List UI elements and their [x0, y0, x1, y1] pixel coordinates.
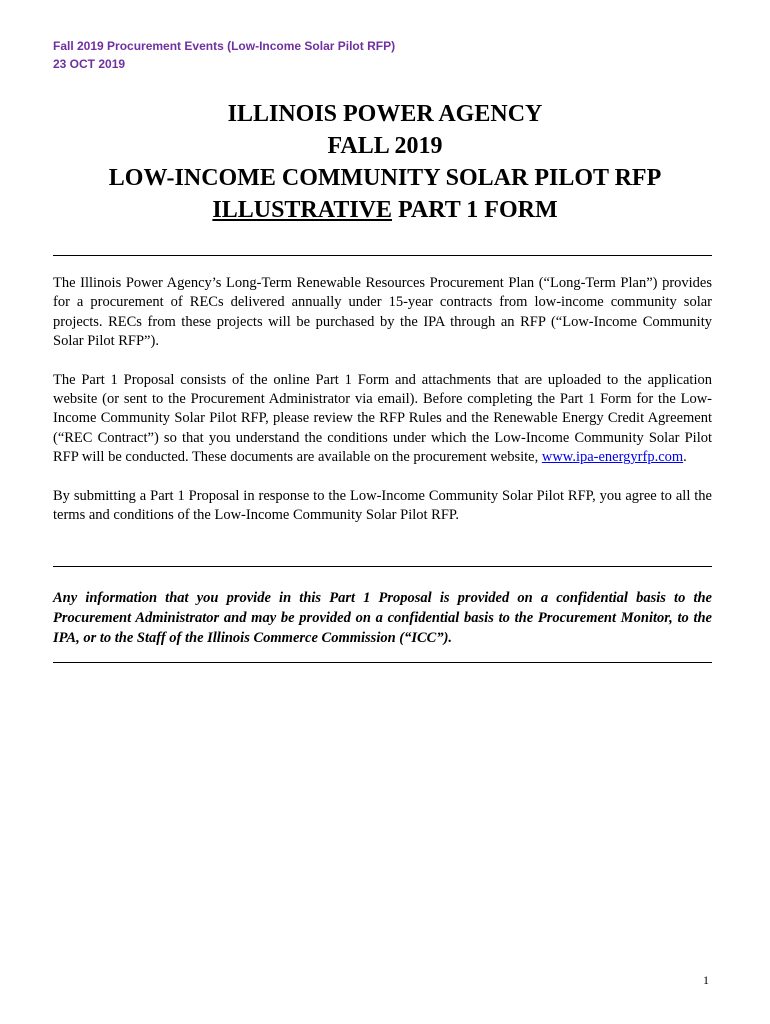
paragraph-2-end: . [683, 449, 687, 466]
paragraph-1: The Illinois Power Agency’s Long-Term Renewable Resources Procurement Plan (“Long-Term Plan”) provides for a procurement of RECs delivered annually under 15-year contracts from low-income community solar projects. RECs from these projects will be purchased by the IPA through an RFP (“Low-Income Community Solar Pilot RFP”). [53, 275, 712, 350]
document-title [0, 98, 770, 226]
divider-top [53, 255, 712, 256]
title-line-3: LOW-INCOME COMMUNITY SOLAR PILOT RFP [108, 165, 662, 191]
divider-middle [53, 566, 712, 567]
page-number: 1 [703, 973, 709, 987]
header-date-line: 23 OCT 2019 [53, 57, 126, 71]
paragraph-2 [53, 371, 712, 468]
paragraph-3: By submitting a Part 1 Proposal in response to the Low-Income Community Solar Pilot RFP, you agree to all the terms and conditions of the Low-Income Community Solar Pilot RFP. [53, 487, 712, 524]
intro-text [53, 274, 712, 544]
document-header [53, 37, 395, 73]
procurement-website-link[interactable]: www.ipa-energyrfp.com [541, 449, 684, 466]
title-line-2: FALL 2019 [327, 133, 443, 159]
title-line-1: ILLINOIS POWER AGENCY [227, 101, 543, 127]
paragraph-2-text: The Part 1 Proposal consists of the online Part 1 Form and attachments that are uploaded to the application website (or sent to the Procurement Administrator via email). Before completing the Part 1 Form for the Low-Income Community Solar Pilot RFP, please review the RFP Rules and the Renewable Energy Credit Agreement (“REC Contract”) so that you understand the conditions under which the Low-Income Community Solar Pilot RFP will be conducted. These documents are available on the procurement website, [53, 371, 712, 466]
divider-bottom [53, 662, 712, 663]
confidential-notice: Any information that you provide in this Part 1 Proposal is provided on a confidential basis to the Procurement Administrator and may be provided on a confidential basis to the Procurement Monitor, to the IPA, or to the Staff of the Illinois Commerce Commission (“ICC”). [53, 590, 712, 646]
title-line-4-rest: PART 1 FORM [392, 197, 558, 223]
title-line-4 [0, 194, 770, 226]
header-event-line: Fall 2019 Procurement Events (Low-Income Solar Pilot RFP) [53, 39, 396, 53]
title-illustrative: ILLUSTRATIVE [212, 197, 393, 223]
